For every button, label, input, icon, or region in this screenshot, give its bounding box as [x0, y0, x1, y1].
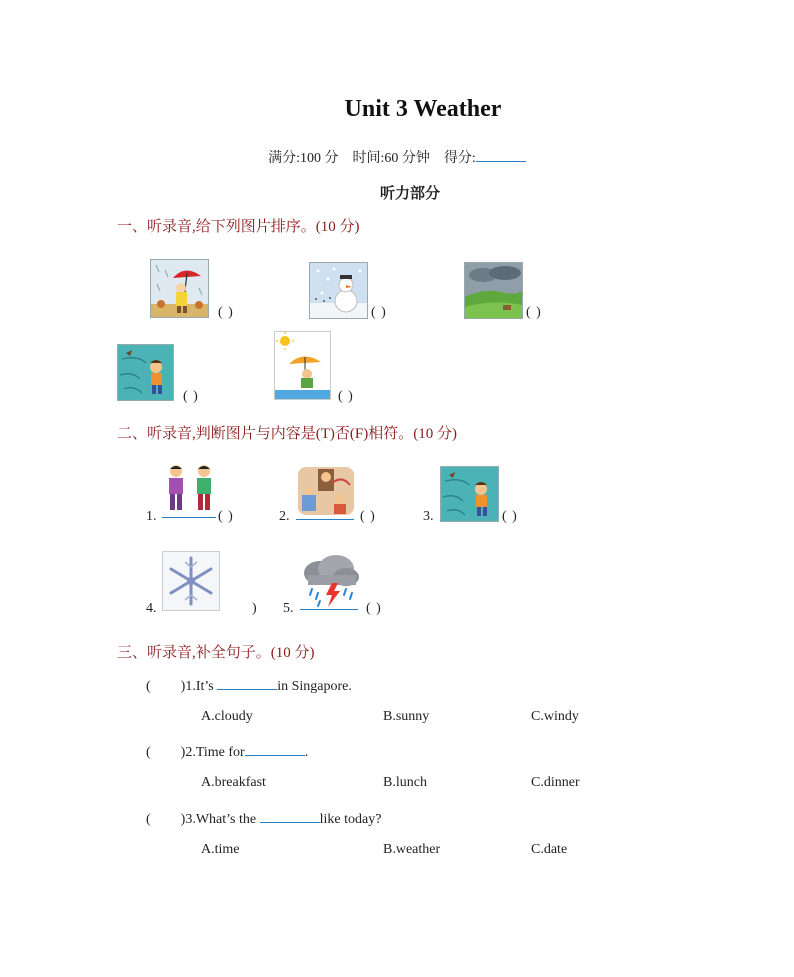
answer-paren[interactable]: ( [146, 745, 151, 760]
part-title: 听力部分 [379, 186, 440, 202]
fill-blank[interactable] [217, 676, 277, 690]
picture-underline [162, 517, 216, 518]
question-3: ( )3.What’s the like today? [146, 809, 381, 828]
snowman-icon [309, 262, 368, 319]
windy-boy-icon [117, 344, 174, 401]
item-number: 3. [423, 509, 434, 524]
option-b[interactable]: B.lunch [383, 775, 427, 790]
option-a[interactable]: A.breakfast [201, 775, 266, 790]
score-label: 得分: [443, 151, 476, 166]
option-b[interactable]: B.weather [383, 842, 441, 857]
option-a[interactable]: A.time [201, 842, 240, 857]
answer-paren[interactable]: ( ) [502, 509, 518, 524]
fill-blank[interactable] [245, 742, 305, 756]
item-number: 1. [146, 509, 157, 524]
section-2-heading: 二、听录音,判断图片与内容是(T)否(F)相符。(10 分) [117, 426, 457, 442]
picture-underline [296, 519, 354, 520]
section-3-heading: 三、听录音,补全句子。(10 分) [117, 645, 315, 661]
section-1-heading: 一、听录音,给下列图片排序。(10 分) [117, 219, 360, 235]
snowflake-icon [162, 551, 220, 611]
windy-boy-icon [440, 466, 499, 522]
option-c[interactable]: C.date [531, 842, 568, 857]
kids-icon [162, 461, 218, 517]
answer-paren[interactable]: ( ) [218, 509, 234, 524]
full-score: 满分:100 分 [268, 151, 339, 166]
page-title: Unit 3 Weather [344, 96, 502, 122]
fill-blank[interactable] [260, 809, 320, 823]
answer-paren[interactable]: ) [252, 601, 258, 616]
option-c[interactable]: C.windy [531, 709, 579, 724]
answer-paren[interactable]: ( ) [366, 601, 382, 616]
option-c[interactable]: C.dinner [531, 775, 580, 790]
answer-paren[interactable]: ( ) [371, 305, 387, 320]
picture-underline [300, 609, 358, 610]
answer-paren[interactable]: ( [146, 812, 151, 827]
answer-paren[interactable]: ( ) [526, 305, 542, 320]
answer-paren[interactable]: ( ) [218, 305, 234, 320]
score-blank[interactable] [476, 147, 526, 162]
question-1: ( )1.It’s in Singapore. [146, 676, 352, 695]
answer-paren[interactable]: ( ) [338, 389, 354, 404]
playground-icon [296, 463, 356, 519]
option-b[interactable]: B.sunny [383, 709, 430, 724]
item-number: 5. [283, 601, 294, 616]
cloudy-field-icon [464, 262, 523, 319]
question-2: ( )2.Time for . [146, 742, 308, 761]
exam-meta [0, 147, 794, 167]
answer-paren[interactable]: ( ) [360, 509, 376, 524]
time-limit: 时间:60 分钟 [352, 151, 430, 166]
item-number: 2. [279, 509, 290, 524]
answer-paren[interactable]: ( ) [183, 389, 199, 404]
option-a[interactable]: A.cloudy [201, 709, 253, 724]
sunny-boy-icon [274, 331, 331, 400]
umbrella-rain-icon [150, 259, 209, 318]
answer-paren[interactable]: ( [146, 679, 151, 694]
item-number: 4. [146, 601, 157, 616]
storm-cloud-icon [300, 553, 360, 609]
